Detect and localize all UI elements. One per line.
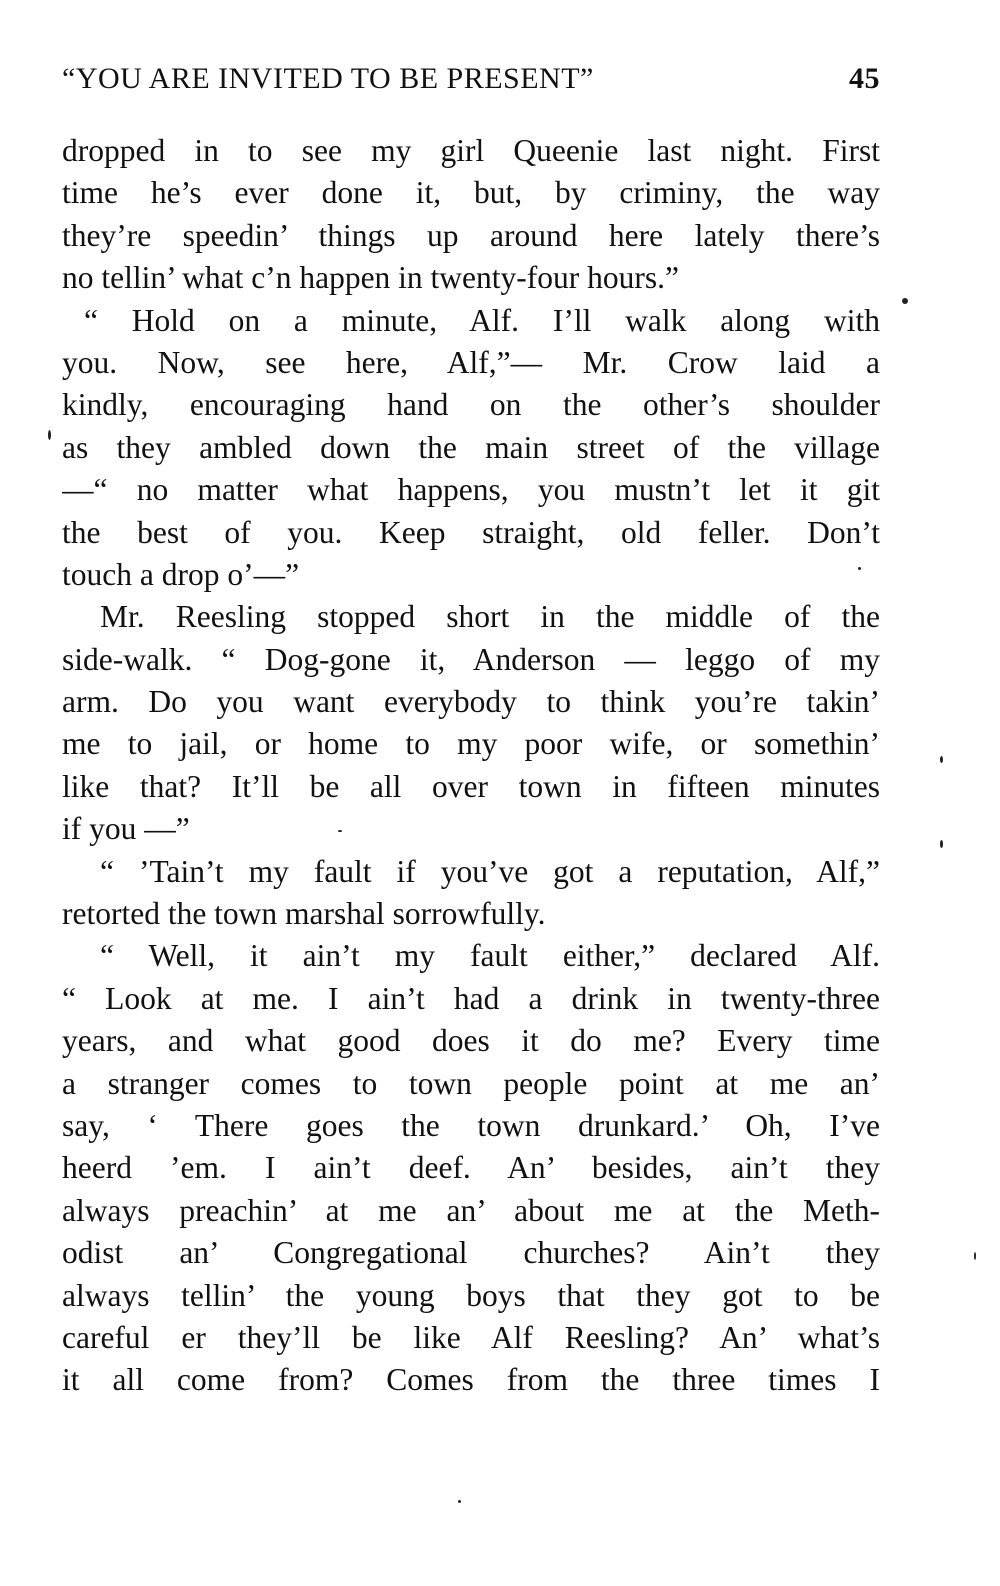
text-line: side-walk. “ Dog-gone it, Anderson — leggo of my: [62, 641, 880, 677]
body-text: [62, 130, 880, 1402]
text-line: no tellin’ what c’n happen in twenty-four hours.”: [62, 260, 679, 296]
text-line: odist an’ Congregational churches? Ain’t they: [62, 1235, 880, 1271]
scan-speck: [858, 567, 861, 570]
text-line: say, ‘ There goes the town drunkard.’ Oh, I’ve: [62, 1107, 880, 1143]
page-number: 45: [849, 62, 880, 95]
text-line: it all come from? Comes from the three times I: [62, 1362, 880, 1398]
text-line: time he’s ever done it, but, by criminy, the way: [62, 175, 880, 211]
scan-speck: [458, 1500, 461, 1503]
scan-speck: [940, 840, 943, 848]
scan-speck: [48, 430, 51, 440]
running-head: “YOU ARE INVITED TO BE PRESENT”: [62, 62, 594, 95]
page-header: [62, 62, 880, 102]
text-line: always tellin’ the young boys that they got to be: [62, 1277, 880, 1313]
text-line: arm. Do you want everybody to think you’re takin’: [62, 684, 880, 720]
text-line: like that? It’ll be all over town in fifteen minutes: [62, 768, 880, 804]
text-line: years, and what good does it do me? Every time: [62, 1023, 880, 1059]
scan-speck: [974, 1252, 976, 1260]
text-line: the best of you. Keep straight, old feller. Don’t: [62, 514, 880, 550]
text-line: Mr. Reesling stopped short in the middle of the: [100, 599, 880, 635]
text-line: dropped in to see my girl Queenie last night. First: [62, 133, 880, 168]
scan-speck: [940, 756, 943, 763]
scan-speck: [902, 298, 908, 304]
text-line: touch a drop o’—”: [62, 556, 300, 592]
text-line: a stranger comes to town people point at me an’: [62, 1065, 880, 1101]
text-line: as they ambled down the main street of the village: [62, 429, 880, 465]
text-line: retorted the town marshal sorrowfully.: [62, 896, 546, 932]
scan-speck: [338, 830, 342, 832]
text-line: they’re speedin’ things up around here lately there’s: [62, 217, 880, 253]
text-line: you. Now, see here, Alf,”— Mr. Crow laid a: [62, 344, 880, 380]
text-line: always preachin’ at me an’ about me at the Meth-: [62, 1192, 880, 1228]
text-line: heerd ’em. I ain’t deef. An’ besides, ain’t they: [62, 1150, 880, 1186]
text-line: careful er they’ll be like Alf Reesling? An’ what’s: [62, 1319, 880, 1355]
text-line: me to jail, or home to my poor wife, or somethin’: [62, 726, 880, 762]
text-line: “ Hold on a minute, Alf. I’ll walk along with: [84, 302, 880, 338]
text-line: —“ no matter what happens, you mustn’t let it git: [62, 472, 880, 508]
text-line: “ ’Tain’t my fault if you’ve got a reputation, Alf,”: [100, 853, 880, 889]
text-line: “ Look at me. I ain’t had a drink in twenty-three: [62, 980, 880, 1016]
text-line: if you —”: [62, 811, 190, 847]
text-line: kindly, encouraging hand on the other’s shoulder: [62, 387, 880, 423]
text-line: “ Well, it ain’t my fault either,” declared Alf.: [100, 938, 880, 974]
